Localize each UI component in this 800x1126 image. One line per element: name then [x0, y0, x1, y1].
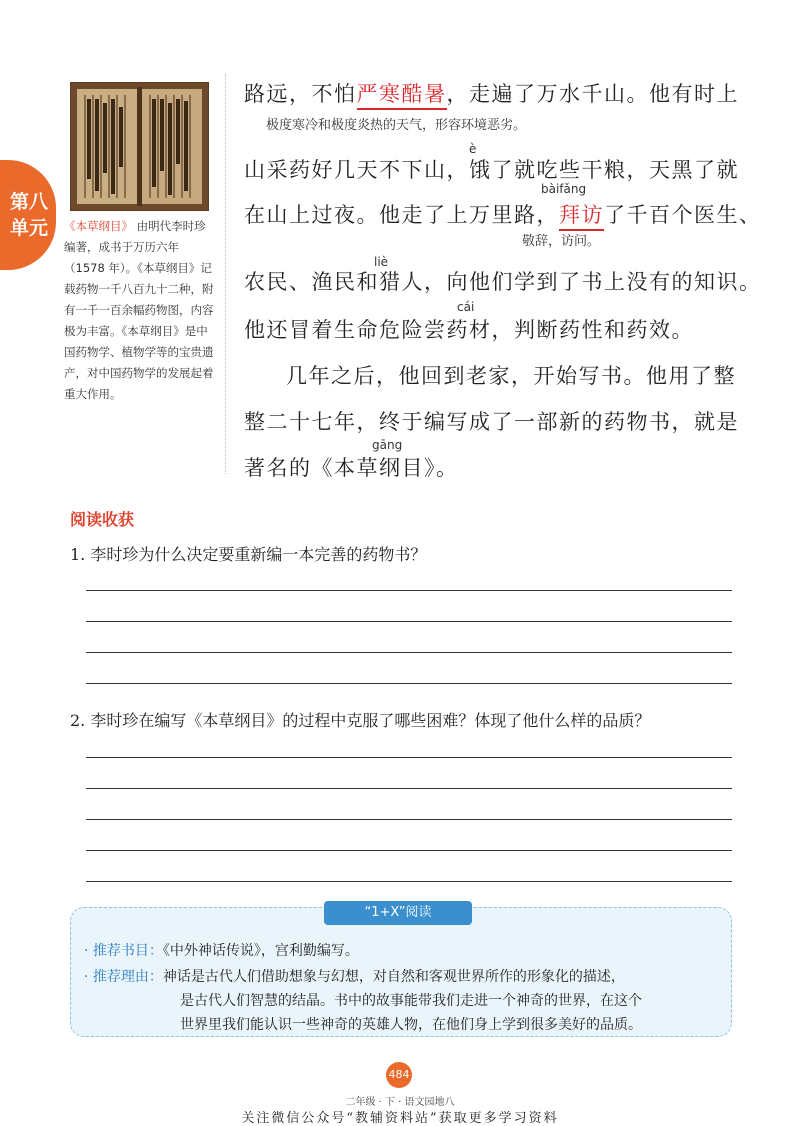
pinyin-annotation: è [469, 142, 477, 156]
page-number: 484 [386, 1062, 412, 1088]
grade-label: 二年级 · 下 · 语文园地八 [345, 1097, 455, 1108]
gloss-note: 敬辞，访问。 [522, 234, 601, 249]
recommend-reason-text: 是古代人们智慧的结晶。书中的故事能带我们走进一个神奇的世界，在这个 [180, 993, 642, 1009]
passage-line-5: 他还冒着生命危险尝药材，判断药性和药效。 [244, 318, 694, 342]
passage-line-3 [244, 199, 762, 229]
book-caption [64, 216, 214, 405]
recommended-book-label: · 推荐书目： [84, 943, 163, 959]
answer-line[interactable] [86, 683, 732, 684]
recommend-reason-text: 世界里我们能认识一些神奇的英雄人物，在他们身上学到很多美好的品质。 [180, 1017, 642, 1033]
pinyin-annotation: cái [457, 300, 475, 314]
pinyin-annotation: gāng [372, 438, 403, 452]
reading-section-title: 阅读收获 [70, 510, 135, 529]
recommended-book-row [84, 940, 359, 960]
answer-line[interactable] [86, 819, 732, 820]
recommend-reason-row [84, 966, 625, 986]
passage-line-1 [244, 78, 739, 108]
passage-line-4: 农民、渔民和猎人，向他们学到了书上没有的知识。 [244, 270, 762, 294]
footer-note: 关注微信公众号“教辅资料站”获取更多学习资料 [241, 1111, 559, 1126]
passage-text: 了千百个医生、 [604, 203, 762, 227]
recommended-book-value: 《中外神话传说》，宫利勤编写。 [162, 943, 359, 959]
answer-line[interactable] [86, 757, 732, 758]
highlighted-word: 严寒酷暑 [356, 82, 447, 106]
passage-line-8: 著名的《本草纲目》。 [244, 456, 459, 480]
answer-line[interactable] [86, 788, 732, 789]
answer-line[interactable] [86, 621, 732, 622]
passage-line-2: 山采药好几天不下山，饿了就吃些干粮，天黑了就 [244, 158, 739, 182]
bencao-gangmu-book-image [70, 82, 209, 211]
passage-text: ，走遍了万水千山。他有时上 [446, 82, 739, 106]
passage-line-6: 几年之后，他回到老家，开始写书。他用了整 [286, 364, 736, 388]
answer-line[interactable] [86, 590, 732, 591]
question-2: 2. 李时珍在编写《本草纲目》的过程中克服了哪些困难？体现了他什么样的品质？ [70, 711, 651, 730]
question-1: 1. 李时珍为什么决定要重新编一本完善的药物书？ [70, 545, 427, 564]
recommend-reason-text: 神话是古代人们借助想象与幻想，对自然和客观世界所作的形象化的描述， [162, 969, 625, 985]
pinyin-annotation: liè [374, 255, 389, 269]
pinyin-annotation: bàifǎng [541, 182, 587, 196]
passage-text: 在山上过夜。他走了上万里路， [244, 203, 559, 227]
unit-tab-line2: 单元 [10, 217, 49, 239]
unit-tab-line1: 第八 [10, 191, 49, 213]
gloss-note: 极度寒冷和极度炎热的天气，形容环境恶劣。 [266, 118, 527, 133]
highlighted-word: 拜访 [559, 203, 604, 227]
answer-line[interactable] [86, 881, 732, 882]
passage-text: 路远，不怕 [244, 82, 357, 106]
recommendation-badge: “1+X”阅读 [324, 901, 472, 925]
answer-line[interactable] [86, 652, 732, 653]
passage-line-7: 整二十七年，终于编写成了一部新的药物书，就是 [244, 410, 739, 434]
answer-line[interactable] [86, 850, 732, 851]
caption-book-title: 《本草纲目》 [64, 219, 133, 233]
recommend-reason-label: · 推荐理由： [84, 969, 163, 985]
side-divider [225, 74, 226, 474]
caption-text: 由明代李时珍编著，成书于万历六年（1578 年）。《本草纲目》记载药物一千八百九十二种，附有一千一百余幅药物图，内容极为丰富。《本草纲目》是中国药物学、植物学等的宝贵遗产，对中国药物学的发展起着重大作用。 [64, 219, 214, 401]
unit-tab [0, 160, 56, 270]
